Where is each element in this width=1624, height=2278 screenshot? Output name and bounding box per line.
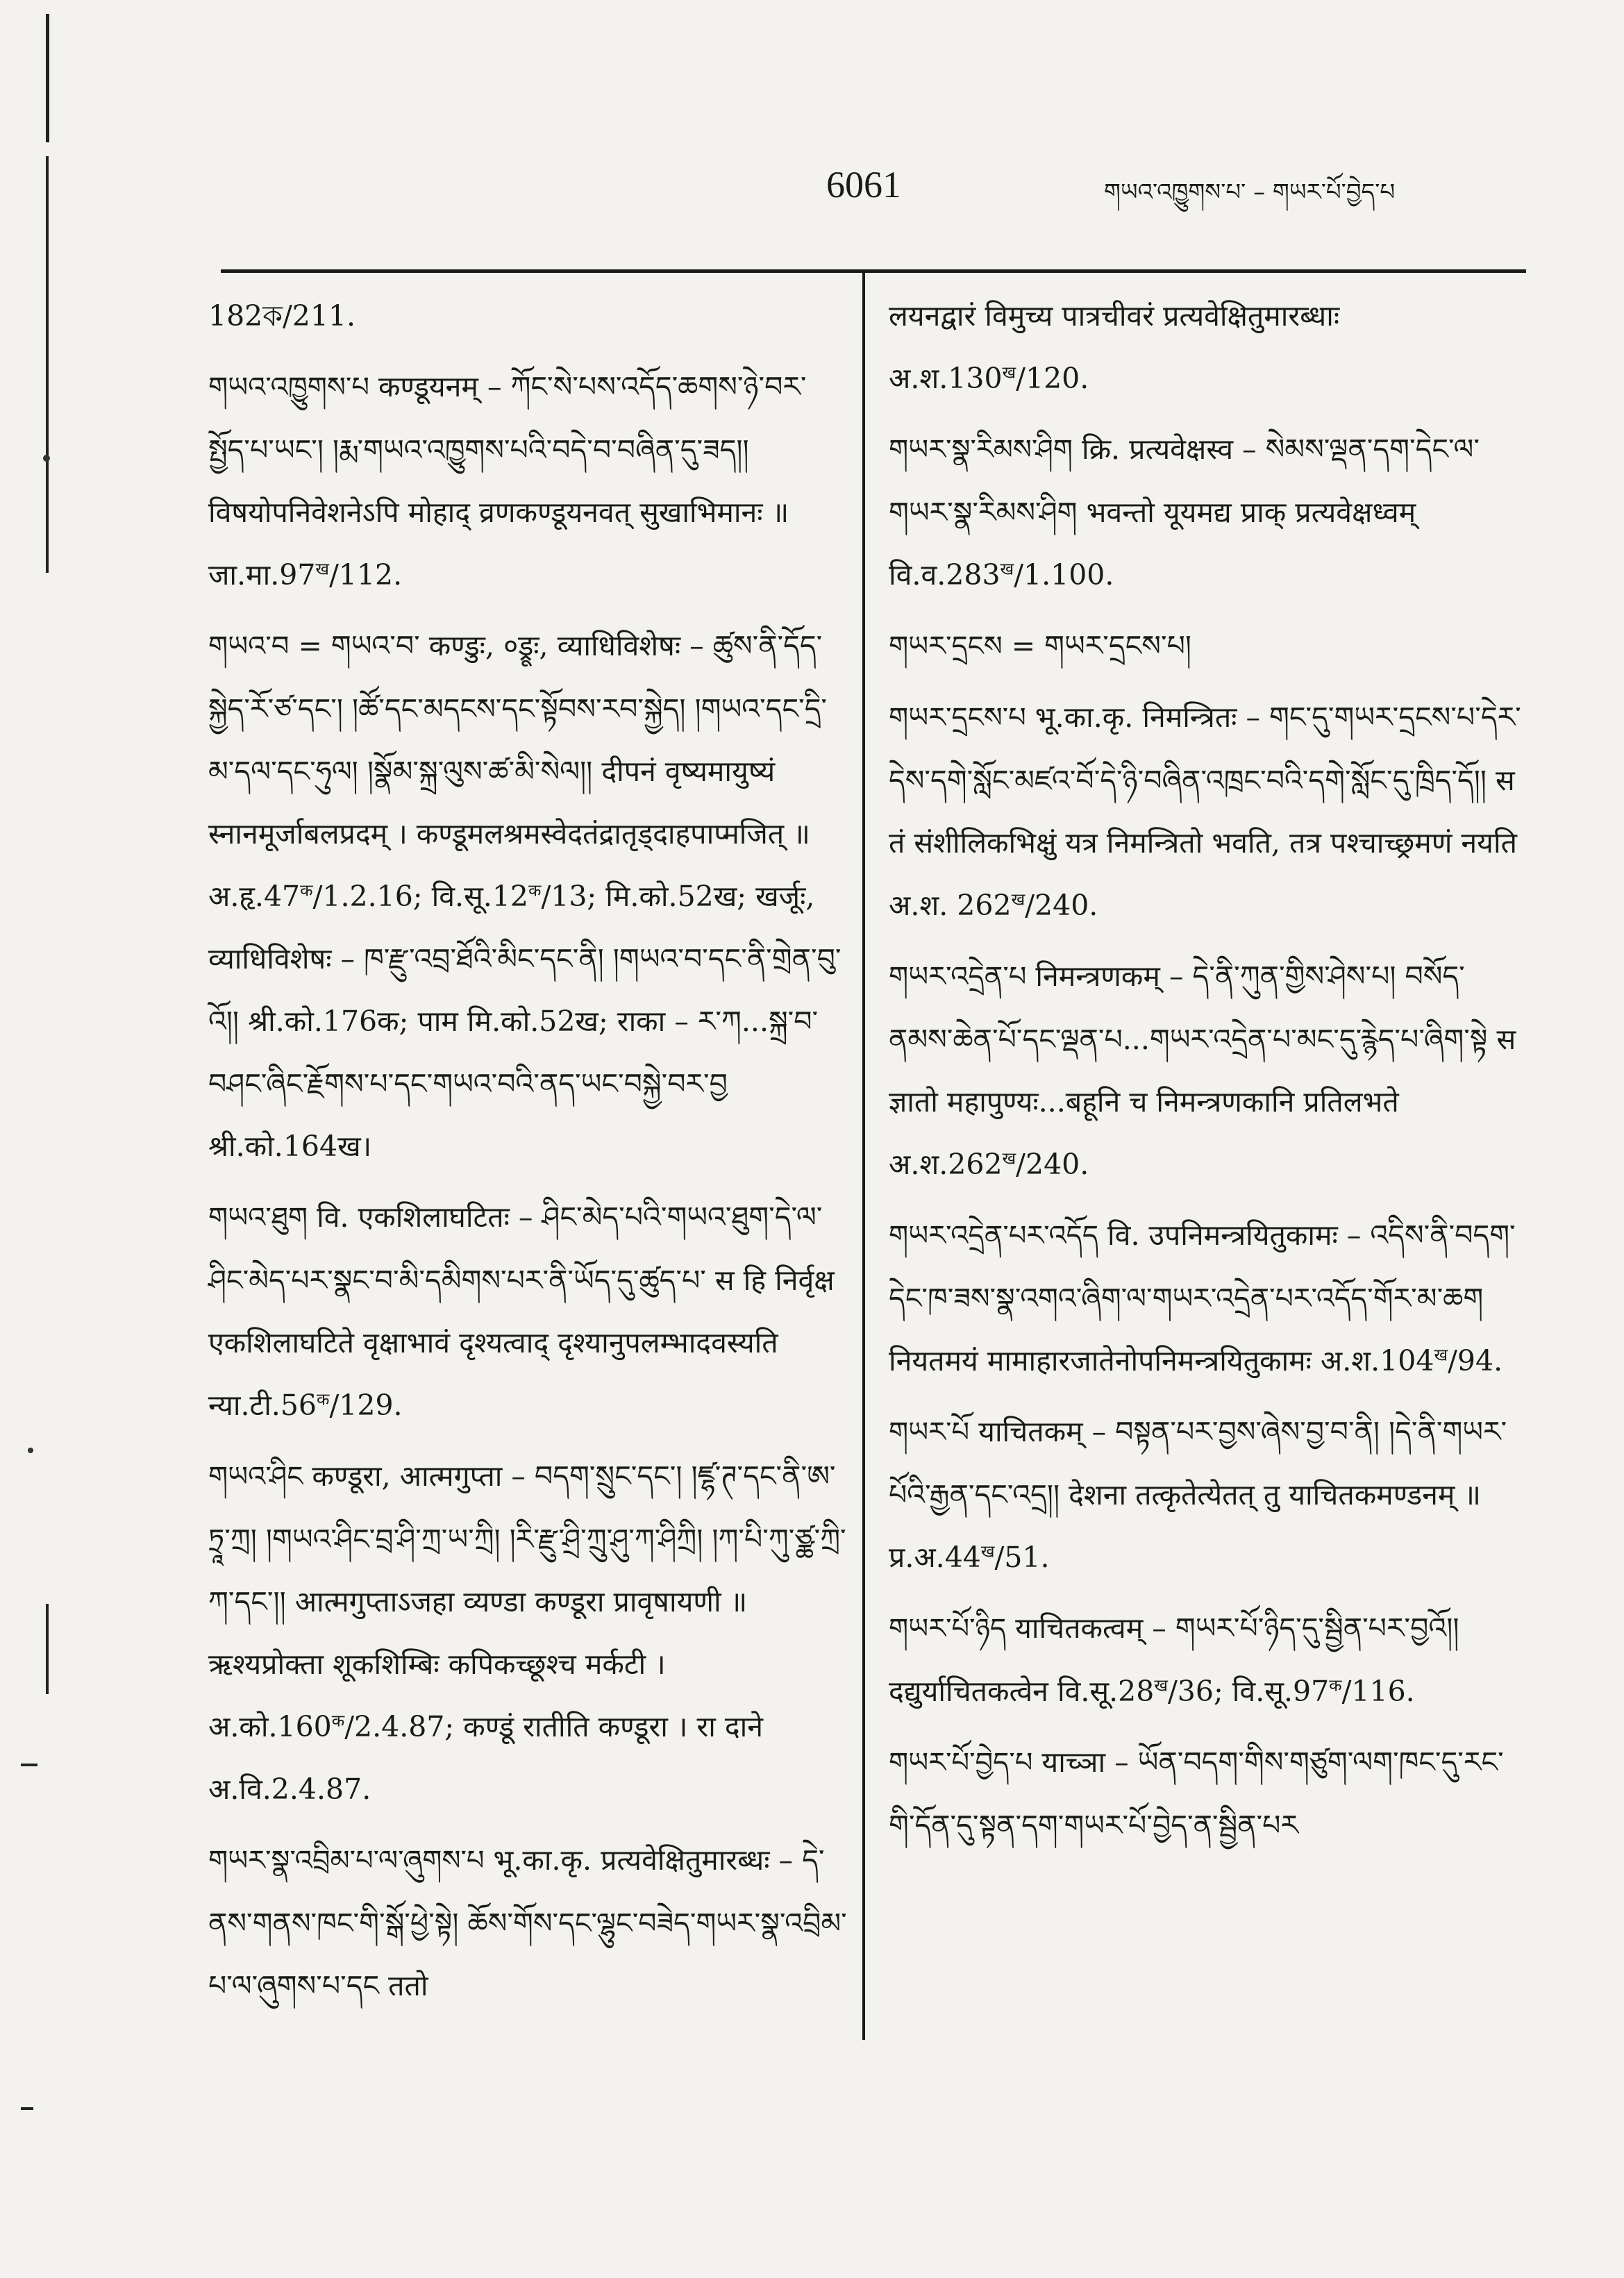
entry-text: क्रि. प्रत्यवेक्षस्व – སེམས་ལྡན་དག་དེང་ལ་གཡར་སྣ་རིམས་ཤིག भवन्तो यूयमद्य प्राक् प्रत्यवेक्षध्वम् $वि.व.283^ख/1.100$.: [889, 433, 1480, 592]
entry-headword: གཡར་སྣ་འབྲིམ་པ་ལ་ཞུགས་པ: [208, 1845, 485, 1877]
entry-headword: གཡའ་ཤིང: [208, 1461, 303, 1493]
dictionary-entry: [889, 1597, 1527, 1723]
entry-headword: གཡར་དྲངས: [889, 630, 1003, 662]
entry-headword: གཡར་དྲངས་པ: [889, 702, 1026, 734]
left-column: [208, 285, 847, 2025]
margin-line-top: [46, 14, 49, 142]
entry-headword: གཡར་པོ: [889, 1416, 970, 1448]
entry-headword: གཡར་འདྲེན་པར་འདོད: [889, 1220, 1098, 1252]
dictionary-entry: [889, 945, 1527, 1196]
dictionary-entry: [208, 1445, 847, 1820]
entry-text: भू.का.कृ. निमन्त्रितः – གང་དུ་གཡར་དྲངས་པ་དེར་དེས་དགེ་སློང་མཛའ་བོ་དེ་ཉི་བཞིན་འཁྲང་བའི་དགེ་སློང་དུ་ཁྲིད་དོ།། स तं संशीलिकभिक्षुं यत्र निमन्त्रितो भवति, तत्र पश्चाच्छ्रमणं नयति अ.श. $262^ख/240$.: [889, 701, 1521, 922]
entry-headword: གཡའ་འཁྱུགས་པ: [208, 371, 369, 403]
column-divider: [862, 273, 865, 2040]
entry-text: वि. एकशिलाघटितः – ཤིང་མེད་པའི་གཡའ་ཐུག་དེ་ལ་ཤིང་མེད་པར་སྣང་བ་མི་དམིགས་པར་ནི་ཡོད་དུ་ཚུད་པ་ स हि निर्वृक्ष एकशिलाघटिते वृक्षाभावं दृश्यत्वाद् दृश्यानुपलम्भादवस्यति $न्या.टी.56^क/129$.: [208, 1200, 835, 1422]
entry-headword: གཡར་འདྲེན་པ: [889, 961, 1027, 993]
dictionary-entry: [208, 1186, 847, 1437]
dictionary-entry: [889, 614, 1527, 678]
entry-headword: གཡའ་ཐུག: [208, 1202, 308, 1234]
dictionary-entry: [889, 686, 1527, 937]
dictionary-entry: [889, 418, 1527, 606]
entry-text: कण्डूरा, आत्मगुप्ता – བདག་སྲུང་དང་། །ཛྷ་ཊ་དང་ནི་ཨ་ཏྲཱ་ཀྲ། །གཡའ་ཤིང་བྲ་ཤི་ཀྲ་ཡ་ཀྲི། །རི་རྫུ་ཤྲི་ཀྲུ་ཤུ་ཀ་ཤིཀྲི། །ཀ་པི་ཀུ་ཙྪ་ཀྲི་ཀ་དང་།། आत्मगुप्ताऽजहा व्यण्डा कण्डूरा प्रावृषायणी ॥ ऋश्यप्रोक्ता शूकशिम्बिः कपिकच्छूश्च मर्कटी । $अ.को.160^क/2.4.87$; कण्डूं रातीति कण्डूरा । रा दाने अ.वि.2.4.87.: [208, 1459, 846, 1806]
header-rule: [221, 269, 1526, 273]
margin-speck: [28, 1448, 33, 1453]
right-column: [889, 285, 1527, 1865]
page-number: 6061: [826, 164, 901, 206]
dictionary-entry: [889, 1400, 1527, 1589]
entry-headword: གཡར་སྣ་རིམས་ཤིག: [889, 434, 1073, 466]
entry-text: भू.का.कृ. प्रत्यवेक्षितुमारब्धः – དེ་ནས་གནས་ཁང་གི་སྒོ་ཕྱེ་སྟེ། ཆོས་གོས་དང་ལྷུང་བཟེད་གཡར་སྣ་འབྲིམ་པ་ལ་ཞུགས་པ་དང ततो: [208, 1843, 847, 2002]
entry-text: कण्डूयनम् – ཀོང་སེ་པས་འདོད་ཆགས་ཉེ་བར་སྤྱོད་པ་ཡང་། །རྨ་གཡའ་འཁྱུགས་པའི་བདེ་བ་བཞིན་དུ་ཟད།། विषयोपनिवेशनेऽपि मोहाद् व्रणकण्डूयनवत् सुखाभिमानः ॥ $जा.मा.97^ख/112$.: [208, 370, 807, 592]
entry-text: निमन्त्रणकम् – དེ་ནི་ཀུན་གྱིས་ཤེས་པ། བསོད་ནམས་ཆེན་པོ་དང་ལྡན་པ...གཡར་འདྲེན་པ་མང་དུ་རྙེད་པ་ཞིག་སྟེ स ज्ञातो महापुण्यः...बहूनि च निमन्त्रणकानि प्रतिलभते $अ.श.262^ख/240$.: [889, 960, 1516, 1181]
entry-text: 182ক/211.: [208, 299, 356, 333]
entry-text: याचितकम् – བསྟན་པར་བྱས་ཞེས་བྱ་བ་ནི། །དེ་ནི་གཡར་པོའི་རྒྱན་དང་འདྲ།། देशना तत्कृतेत्येतत् तु याचितकमण्डनम् ॥ $प्र.अ.44^ख/51$.: [889, 1415, 1507, 1574]
margin-line-lower: [46, 1604, 49, 1694]
entry-text: वि. उपनिमन्त्रयितुकामः – འདིས་ནི་བདག་དེང་ཁ་ཟས་སྣ་འགའ་ཞིག་ལ་གཡར་འདྲེན་པར་འདོད་གོར་མ་ཆག नियतमयं मामाहारजातेनोपनिमन्त्रयितुकामः $अ.श.104^ख/94$.: [889, 1218, 1516, 1377]
entry-headword: གཡར་པོ་བྱེད་པ: [889, 1747, 1033, 1779]
entry-text: = གཡའ་བ་ कण्डुः, ०ड्रूः, व्याधिविशेषः – ཚུས་ནི་དོད་སྐྱེད་རོ་ཙ་དང་། །ཚོ་དང་མདངས་དང་སྟོབས་རབ་སྐྱེད། །གཡའ་དང་དྲི་མ་དལ་དང་ཧུལ། །སྣོམ་སྐྲ་ལུས་ཚ་མི་སེལ།། दीपनं वृष्यमायुष्यं स्नानमूर्जाबलप्रदम् । कण्डूमलश्रमस्वेदतंद्रातृड्दाहपाप्मजित् ॥ $अ.हृ.47^क/1.2.16$; $वि.सू.12^क/13$; मि.को.52ख; खर्जूः, व्याधिविशेषः – ཁ་རྫུ་འབྲ་ཐོའི་མིང་དང་ནི། །གཡའ་བ་དང་ནི་གྲེན་བུ་འོ།། श्री.को.176क; पाम मि.को.52ख; राका – ར་ཀ...སྐྲ་བ་བཤང་ཞིང་རྗོགས་པ་དང་གཡའ་བའི་ནད་ཡང་བསྐྱེ་བར་བྱ श्री.को.164ख।: [208, 629, 842, 1163]
margin-mark: [43, 455, 50, 462]
margin-line-mid: [46, 156, 49, 573]
dictionary-entry: [889, 285, 1527, 410]
entry-text: = གཡར་དྲངས་པ།: [1002, 629, 1191, 662]
dictionary-entry: [889, 1731, 1527, 1857]
entry-text: याच्ञा – ཡོན་བདག་གིས་གཙུག་ལག་ཁང་དུ་རང་གི་དོན་དུ་སྟན་དག་གཡར་པོ་བྱེད་ན་སྦྱིན་པར: [889, 1745, 1504, 1842]
dictionary-entry: [208, 614, 847, 1178]
entry-headword: གཡའ་བ: [208, 630, 290, 662]
margin-dash-1: [21, 1764, 37, 1766]
running-head: གཡའ་འཁྱུགས་པ་ – གཡར་པོ་བྱེད་པ: [1104, 178, 1396, 206]
dictionary-entry: [889, 1204, 1527, 1392]
dictionary-entry: [208, 355, 847, 606]
entry-headword: གཡར་པོ་ཉིད: [889, 1613, 1007, 1645]
dictionary-entry: [208, 285, 847, 347]
margin-dash-2: [21, 2107, 33, 2110]
dictionary-entry: [208, 1829, 847, 2017]
entry-text: लयनद्वारं विमुच्य पात्रचीवरं प्रत्यवेक्षितुमारब्धाः $अ.श.130^ख/120$.: [889, 299, 1340, 395]
entry-text: याचितकत्वम् – གཡར་པོ་ཉིད་དུ་སྦྱིན་པར་བྱའོ།། दद्युर्याचितकत्वेन $वि.सू.28^ख/36$; $वि.सू.97^क/116$.: [889, 1611, 1459, 1708]
